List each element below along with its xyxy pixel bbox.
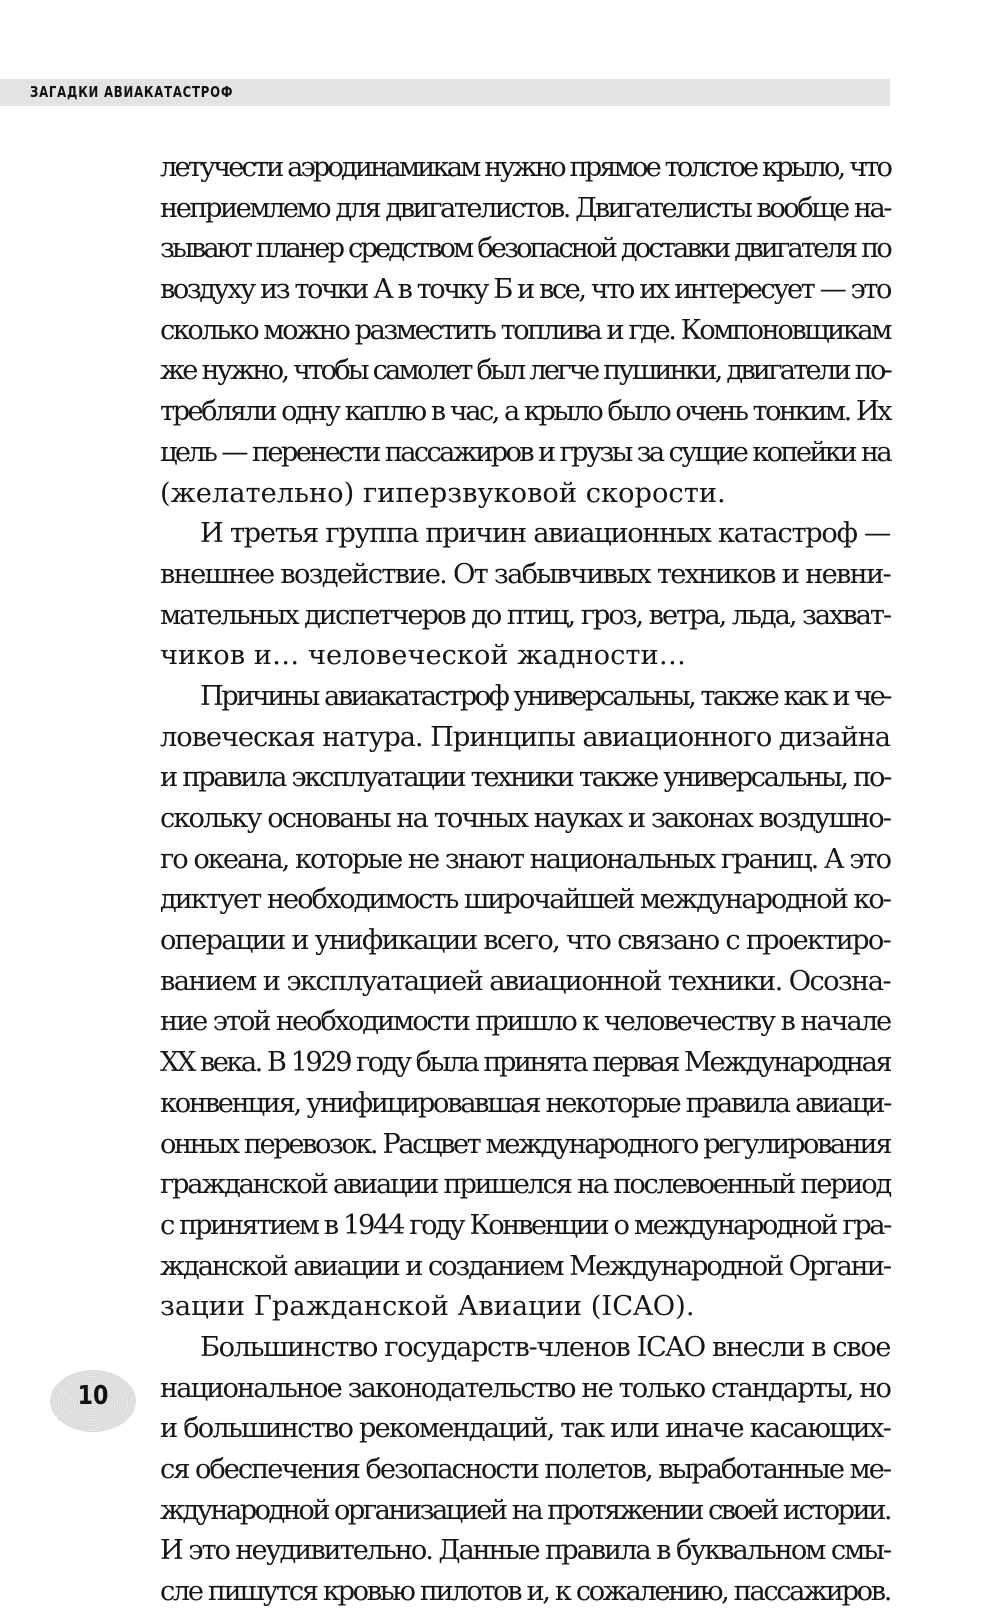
text-line: летучести аэродинамикам нужно прямое толстое крыло, что <box>160 152 890 183</box>
text-line: зации Гражданской Авиации (ICAO). <box>160 1291 695 1323</box>
text-line: национальное законодательство не только стандарты, но <box>160 1372 890 1404</box>
page-number: 10 <box>77 1381 109 1411</box>
text-line: воздуху из точки А в точку Б и все, что их интересует — это <box>160 274 890 306</box>
text-line: операции и унификации всего, что связано с проектиро- <box>160 925 890 957</box>
text-line: го океана, которые не знают национальных границ. А это <box>160 843 890 875</box>
body-text <box>160 148 890 1613</box>
text-line: требляли одну каплю в час, а крыло было очень тонким. Их <box>160 396 890 428</box>
text-line: сколько можно разместить топлива и где. Компоновщикам <box>160 314 890 346</box>
text-line: неприемлемо для двигателистов. Двигателисты вообще на- <box>160 192 890 224</box>
text-line: и правила эксплуатации техники также универсальны, по- <box>160 762 890 794</box>
paragraph-start-line: Большинство государств-членов ICAO внесли в свое <box>200 1331 890 1363</box>
paragraph-start-line: Причины авиакатастроф универсальны, также как и че- <box>200 680 890 712</box>
text-line: ловеческая натура. Принципы авиационного дизайна <box>160 721 890 753</box>
text-line: жданской авиации и созданием Международной Органи- <box>160 1250 890 1282</box>
running-header-title: ЗАГАДКИ АВИАКАТАСТРОФ <box>30 83 234 101</box>
text-line: И это неудивительно. Данные правила в буквальном смы- <box>160 1535 890 1567</box>
text-line: скольку основаны на точных науках и законах воздушно- <box>160 803 890 834</box>
text-line: сле пишутся кровью пилотов и, к сожалению, пассажиров. <box>160 1576 890 1608</box>
text-line: XX века. В 1929 году была принята первая Международная <box>160 1047 890 1079</box>
text-line: же нужно, чтобы самолет был легче пушинки, двигатели по- <box>160 355 890 387</box>
paragraph-start-line: И третья группа причин авиационных катастроф — <box>200 518 890 550</box>
text-line: диктует необходимость широчайшей международной ко- <box>160 884 890 916</box>
text-line: и большинство рекомендаций, так или иначе касающих- <box>160 1413 890 1445</box>
text-line: зывают планер средством безопасной доставки двигателя по <box>160 233 890 265</box>
text-line: ванием и эксплуатацией авиационной техники. Осозна- <box>160 965 890 997</box>
text-line: ждународной организацией на протяжении своей истории. <box>160 1494 890 1526</box>
text-line: ся обеспечения безопасности полетов, выработанные ме- <box>160 1454 891 1485</box>
text-line: с принятием в 1944 году Конвенции о международной гра- <box>160 1209 890 1241</box>
text-line: мательных диспетчеров до птиц, гроз, ветра, льда, захват- <box>160 599 890 631</box>
text-line: чиков и… человеческой жадности… <box>160 640 686 672</box>
text-line: конвенция, унифицировавшая некоторые правила авиаци- <box>160 1087 890 1119</box>
text-line: (желательно) гиперзвуковой скорости. <box>160 477 726 509</box>
text-line: гражданской авиации пришелся на послевоенный период <box>160 1169 890 1201</box>
text-line: цель — перенести пассажиров и грузы за сущие копейки на <box>160 436 890 468</box>
text-line: ние этой необходимости пришло к человечеству в начале <box>160 1006 890 1038</box>
text-line: онных перевозок. Расцвет международного регулирования <box>160 1128 890 1160</box>
text-line: внешнее воздействие. От забывчивых техников и невни- <box>160 558 890 590</box>
